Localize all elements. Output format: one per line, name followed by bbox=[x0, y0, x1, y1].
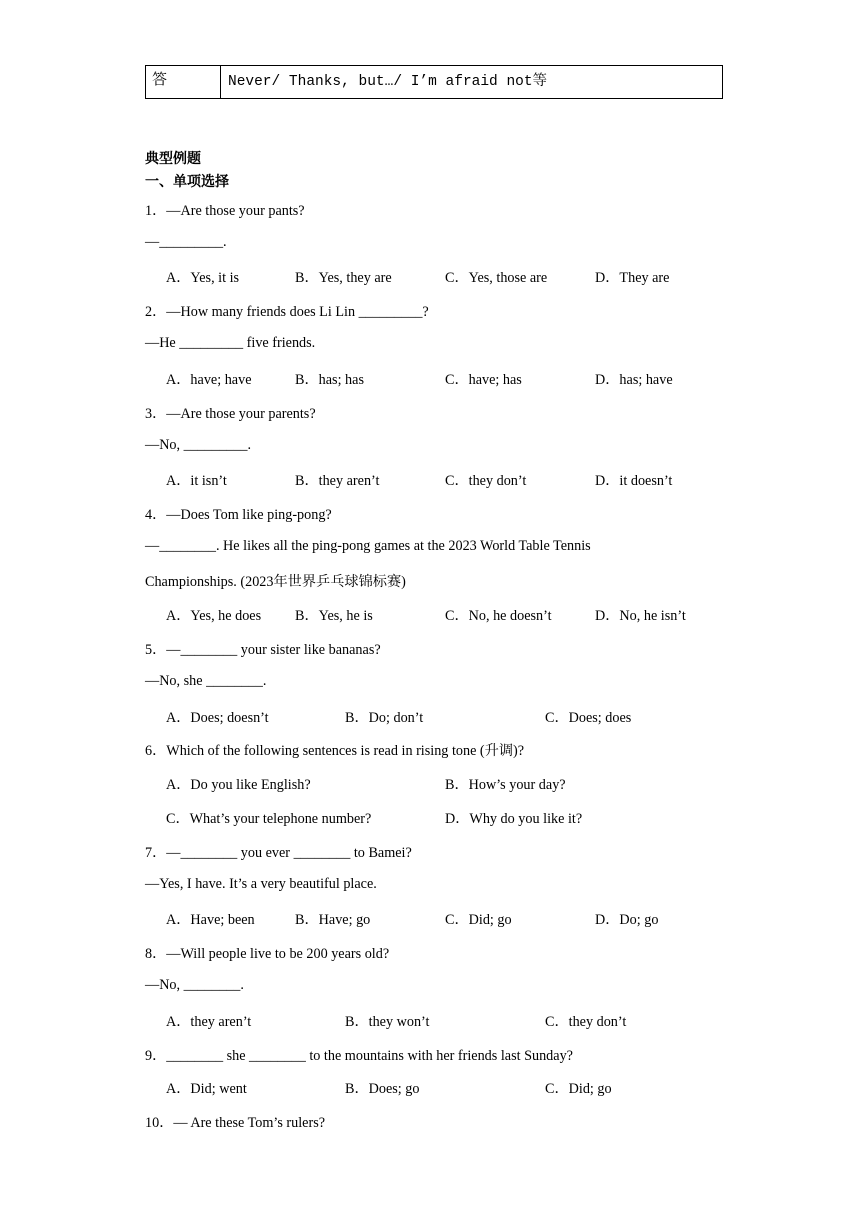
option-d[interactable]: D．Do; go bbox=[595, 912, 659, 928]
option-b[interactable]: B．Do; don’t bbox=[345, 710, 424, 726]
heading-examples: 典型例题 bbox=[145, 151, 201, 167]
option-d[interactable]: D．has; have bbox=[595, 372, 673, 388]
question-1: 1．—Are those your pants? bbox=[145, 203, 305, 219]
option-c[interactable]: C．they don’t bbox=[545, 1014, 627, 1030]
option-c[interactable]: C．have; has bbox=[445, 372, 522, 388]
option-d[interactable]: D．No, he isn’t bbox=[595, 608, 686, 624]
option-c[interactable]: C．No, he doesn’t bbox=[445, 608, 552, 624]
option-a[interactable]: A．it isn’t bbox=[166, 473, 227, 489]
option-a[interactable]: A．have; have bbox=[166, 372, 252, 388]
option-a[interactable]: A．Yes, he does bbox=[166, 608, 262, 624]
answer-line: —No, she ________. bbox=[145, 673, 267, 689]
question-7: 7．—________ you ever ________ to Bamei? bbox=[145, 845, 412, 861]
option-c[interactable]: C．Yes, those are bbox=[445, 270, 548, 286]
option-c[interactable]: C．What’s your telephone number? bbox=[166, 811, 372, 827]
option-c[interactable]: C．Did; go bbox=[445, 912, 512, 928]
option-a[interactable]: A．they aren’t bbox=[166, 1014, 252, 1030]
option-c[interactable]: C．Did; go bbox=[545, 1081, 612, 1097]
answer-line: —Yes, I have. It’s a very beautiful place. bbox=[145, 876, 377, 892]
option-b[interactable]: B．Have; go bbox=[295, 912, 371, 928]
table-cell-label: 答 bbox=[146, 66, 221, 98]
option-c[interactable]: C．Does; does bbox=[545, 710, 632, 726]
answer-line: —He _________ five friends. bbox=[145, 335, 316, 351]
option-a[interactable]: A．Did; went bbox=[166, 1081, 247, 1097]
option-a[interactable]: A．Does; doesn’t bbox=[166, 710, 269, 726]
option-b[interactable]: B．they won’t bbox=[345, 1014, 430, 1030]
question-4: 4．—Does Tom like ping-pong? bbox=[145, 507, 332, 523]
question-8: 8．—Will people live to be 200 years old? bbox=[145, 946, 390, 962]
option-b[interactable]: B．Yes, they are bbox=[295, 270, 392, 286]
option-a[interactable]: A．Have; been bbox=[166, 912, 255, 928]
answer-line: —________. He likes all the ping-pong games at the 2023 World Table Tennis bbox=[145, 538, 591, 554]
option-d[interactable]: D．Why do you like it? bbox=[445, 811, 583, 827]
question-9: 9．________ she ________ to the mountains with her friends last Sunday? bbox=[145, 1048, 573, 1064]
option-d[interactable]: D．it doesn’t bbox=[595, 473, 673, 489]
option-b[interactable]: B．How’s your day? bbox=[445, 777, 566, 793]
option-d[interactable]: D．They are bbox=[595, 270, 670, 286]
answer-line: —No, ________. bbox=[145, 977, 244, 993]
option-b[interactable]: B．Yes, he is bbox=[295, 608, 373, 624]
table-cell-content: Never/ Thanks, but…/ I’m afraid not等 bbox=[228, 74, 548, 90]
section-title: 一、单项选择 bbox=[145, 174, 229, 190]
option-c[interactable]: C．they don’t bbox=[445, 473, 527, 489]
question-5: 5．—________ your sister like bananas? bbox=[145, 642, 381, 658]
question-2: 2．—How many friends does Li Lin _________? bbox=[145, 304, 429, 320]
question-3: 3．—Are those your parents? bbox=[145, 406, 316, 422]
question-6: 6．Which of the following sentences is read in rising tone (升调)? bbox=[145, 743, 525, 759]
option-a[interactable]: A．Yes, it is bbox=[166, 270, 240, 286]
option-b[interactable]: B．they aren’t bbox=[295, 473, 380, 489]
summary-table bbox=[145, 65, 723, 99]
answer-line: —No, _________. bbox=[145, 437, 252, 453]
answer-line-continued: Championships. (2023年世界乒乓球锦标赛) bbox=[145, 574, 406, 590]
option-b[interactable]: B．has; has bbox=[295, 372, 364, 388]
option-b[interactable]: B．Does; go bbox=[345, 1081, 420, 1097]
answer-line: —_________. bbox=[145, 234, 227, 250]
option-a[interactable]: A．Do you like English? bbox=[166, 777, 311, 793]
question-10: 10．— Are these Tom’s rulers? bbox=[145, 1115, 326, 1131]
